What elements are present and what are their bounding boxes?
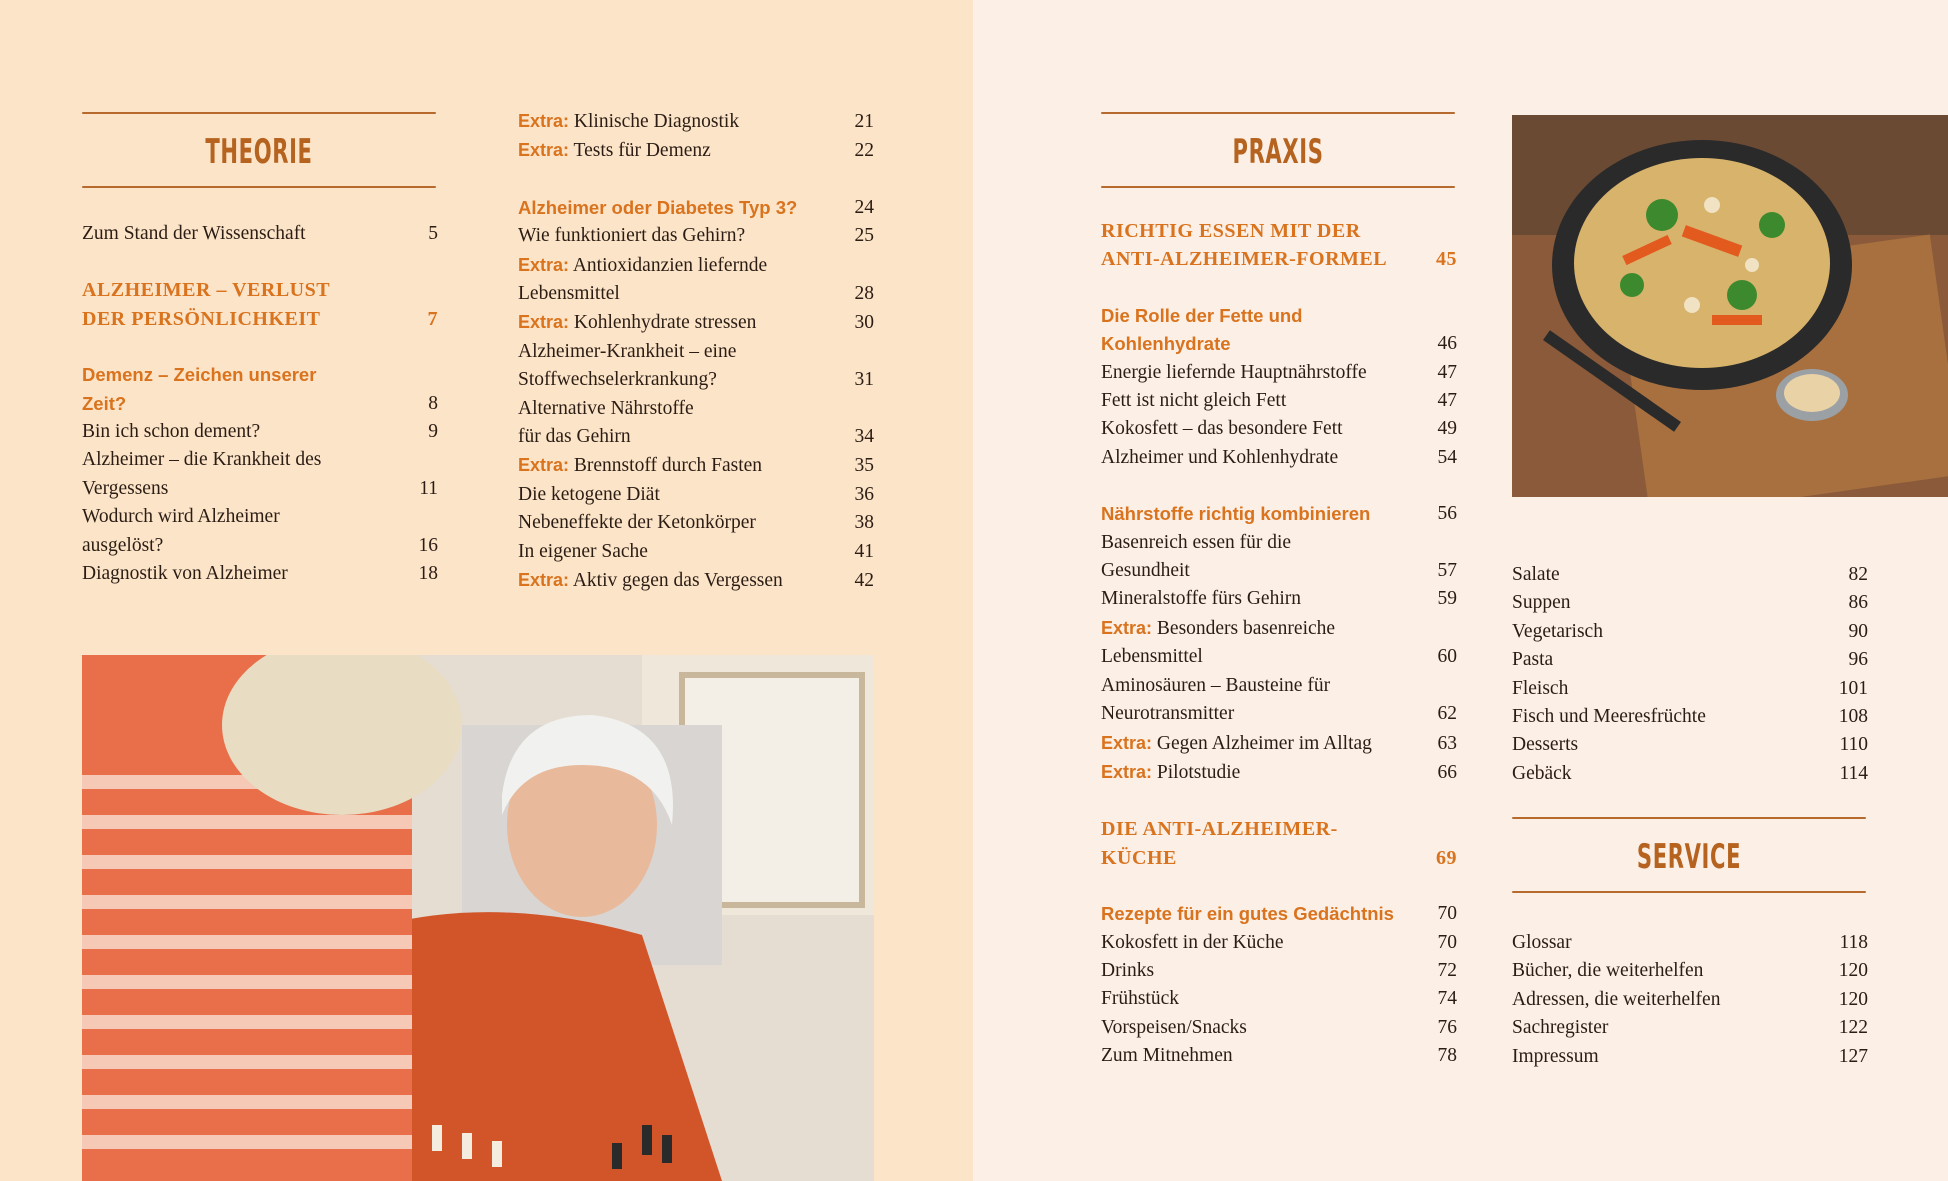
toc-entry-text: Pasta: [1512, 649, 1554, 671]
service-toc-column: [1512, 929, 1868, 1071]
extra-label: Extra:: [518, 111, 570, 131]
toc-page-number: 74: [1437, 988, 1457, 1010]
toc-entry-title: [1101, 415, 1417, 443]
toc-entry[interactable]: [1101, 729, 1457, 758]
toc-chapter[interactable]: [1101, 815, 1457, 872]
toc-entry-title: [1512, 618, 1828, 646]
toc-entry-title: [1512, 986, 1828, 1014]
toc-entry-title: [518, 136, 834, 165]
extra-label: Extra:: [1101, 617, 1153, 638]
toc-entry-text: Kokosfett in der Küche: [1101, 931, 1284, 953]
toc-page-number: 120: [1838, 988, 1868, 1010]
toc-entry[interactable]: [82, 503, 438, 560]
toc-entry-title: [82, 276, 398, 333]
toc-entry[interactable]: [82, 446, 438, 503]
toc-entry-text: Frühstück: [1101, 988, 1179, 1010]
extra-label: Extra:: [518, 312, 570, 333]
chess-photo: [82, 655, 874, 1181]
toc-entry-title: [1512, 703, 1828, 731]
toc-page-number: 127: [1838, 1045, 1868, 1067]
toc-section[interactable]: [82, 361, 438, 418]
toc-page-number: 47: [1437, 361, 1457, 383]
toc-entry-title: [1101, 729, 1417, 758]
toc-entry-text: Vegetarisch: [1512, 620, 1603, 642]
toc-entry-text: Alzheimer und Kohlenhydrate: [1101, 446, 1339, 468]
toc-entry[interactable]: [1101, 1042, 1457, 1070]
toc-spacer: [82, 333, 438, 361]
toc-entry-text: Gebäck: [1512, 762, 1572, 784]
toc-entry-title: [1101, 985, 1417, 1013]
toc-entry-title: [82, 418, 398, 446]
toc-page-number: 35: [854, 455, 874, 477]
toc-entry[interactable]: [518, 566, 874, 595]
toc-entry[interactable]: [518, 107, 874, 136]
toc-page-number: 78: [1437, 1045, 1457, 1067]
toc-entry[interactable]: [1101, 444, 1457, 472]
toc-page-number: 122: [1838, 1017, 1868, 1039]
toc-entry-title: [518, 451, 834, 480]
toc-entry-text: Aktiv gegen das Vergessen: [569, 570, 783, 592]
toc-entry[interactable]: [518, 308, 874, 337]
toc-entry-text: Aminosäuren – Bausteine für Neurotransmitter: [1101, 674, 1331, 725]
toc-entry-text: Basenreich essen für die Gesundheit: [1101, 531, 1292, 582]
toc-entry-text: Kokosfett – das besondere Fett: [1101, 418, 1343, 440]
toc-page-number: 60: [1437, 646, 1457, 668]
toc-entry-title: [82, 560, 398, 588]
toc-entry-title: [518, 538, 834, 566]
toc-entry[interactable]: [1512, 561, 1868, 589]
toc-entry-title: [1512, 1014, 1828, 1042]
extra-label: Extra:: [518, 140, 570, 161]
toc-entry-text: Desserts: [1512, 734, 1579, 756]
toc-entry[interactable]: [518, 222, 874, 250]
toc-entry-text: Suppen: [1512, 592, 1571, 614]
toc-entry[interactable]: [1512, 589, 1868, 617]
toc-entry-title: [1512, 760, 1828, 788]
header-rule-bottom: [82, 186, 436, 188]
toc-entry-text: Bücher, die weiterhelfen: [1512, 960, 1704, 982]
toc-entry-title: [1101, 1014, 1417, 1042]
toc-entry-text: Kohlenhydrate stressen: [569, 312, 757, 334]
toc-page-number: 66: [1437, 761, 1457, 783]
toc-entry[interactable]: [1101, 585, 1457, 613]
extra-label: Extra:: [518, 455, 570, 476]
toc-entry-title: [1101, 957, 1417, 985]
praxis-header: [1101, 112, 1455, 188]
toc-page-number: 90: [1848, 620, 1868, 642]
toc-entry-title: [1512, 589, 1828, 617]
toc-entry-title: [82, 220, 398, 248]
toc-entry[interactable]: [518, 481, 874, 509]
toc-entry-text: DIE ANTI-ALZHEIMER- KÜCHE: [1101, 818, 1338, 869]
toc-page-number: 34: [854, 426, 874, 448]
toc-entry-title: [518, 194, 834, 222]
toc-entry-text: Zum Mitnehmen: [1101, 1045, 1233, 1067]
toc-page-number: 18: [418, 563, 438, 585]
toc-page-number: 110: [1839, 734, 1868, 756]
toc-page-number: 49: [1437, 418, 1457, 440]
toc-entry[interactable]: [1512, 703, 1868, 731]
toc-page-number: 86: [1848, 592, 1868, 614]
toc-entry[interactable]: [1512, 618, 1868, 646]
toc-entry-title: [518, 251, 834, 309]
toc-page-number: 31: [854, 369, 874, 391]
toc-entry-text: Brennstoff durch Fasten: [569, 455, 763, 477]
toc-entry[interactable]: [518, 451, 874, 480]
toc-entry-title: [1512, 1043, 1828, 1071]
toc-entry[interactable]: [82, 220, 438, 248]
toc-section[interactable]: [1101, 900, 1457, 928]
toc-page-number: 36: [854, 483, 874, 505]
toc-entry-text: Impressum: [1512, 1045, 1599, 1067]
toc-page-number: 11: [419, 477, 438, 499]
toc-entry-text: Alzheimer oder Diabetes Typ 3?: [518, 196, 798, 218]
toc-spacer: [1101, 872, 1457, 900]
toc-entry[interactable]: [1512, 929, 1868, 957]
toc-entry-text: Energie liefernde Hauptnährstoffe: [1101, 361, 1367, 383]
toc-page-number: 38: [854, 512, 874, 534]
toc-page-number: 16: [418, 534, 438, 556]
toc-page-number: 63: [1437, 732, 1457, 754]
toc-entry[interactable]: [518, 338, 874, 395]
toc-entry-text: Die ketogene Diät: [518, 483, 660, 505]
toc-spacer: [1101, 472, 1457, 500]
header-rule-bottom: [1101, 186, 1455, 188]
toc-entry-text: Rezepte für ein gutes Gedächtnis: [1101, 903, 1394, 925]
toc-entry-text: Die Rolle der Fette und Kohlenhydrate: [1101, 304, 1303, 355]
toc-page-number: 76: [1437, 1016, 1457, 1038]
toc-entry[interactable]: [1101, 1014, 1457, 1042]
toc-spacer: [1101, 274, 1457, 302]
toc-entry[interactable]: [1512, 1014, 1868, 1042]
toc-page-number: 24: [854, 196, 874, 218]
toc-entry-title: [1101, 1042, 1417, 1070]
toc-entry-title: [1101, 815, 1417, 872]
toc-entry-title: [1512, 561, 1828, 589]
header-rule-bottom: [1512, 891, 1866, 893]
toc-entry[interactable]: [1512, 986, 1868, 1014]
toc-entry-title: [518, 566, 834, 595]
toc-entry-title: [518, 308, 834, 337]
toc-page-number: 30: [854, 312, 874, 334]
toc-entry[interactable]: [1101, 957, 1457, 985]
toc-entry-text: In eigener Sache: [518, 540, 648, 562]
toc-page-number: 41: [854, 540, 874, 562]
toc-entry-title: [82, 361, 398, 418]
toc-entry-text: Fett ist nicht gleich Fett: [1101, 390, 1287, 412]
toc-page-number: 56: [1437, 503, 1457, 525]
toc-entry[interactable]: [1101, 529, 1457, 586]
toc-entry-title: [1512, 929, 1828, 957]
toc-page-number: 69: [1436, 846, 1457, 869]
toc-page-number: 70: [1437, 931, 1457, 953]
toc-page-number: 28: [854, 283, 874, 305]
toc-spacer: [518, 166, 874, 194]
toc-entry[interactable]: [518, 395, 874, 452]
toc-entry[interactable]: [518, 538, 874, 566]
wok-food-photo: [1512, 115, 1948, 497]
toc-entry-title: [1101, 929, 1417, 957]
header-rule-top: [1512, 817, 1866, 819]
toc-entry[interactable]: [1101, 672, 1457, 729]
toc-entry-text: Gegen Alzheimer im Alltag: [1152, 732, 1372, 754]
toc-entry-text: Fisch und Meeresfrüchte: [1512, 706, 1706, 728]
theorie-header: [82, 112, 436, 188]
extra-label: Extra:: [1101, 732, 1153, 753]
toc-chapter[interactable]: [1101, 217, 1457, 274]
toc-entry[interactable]: [1512, 957, 1868, 985]
toc-entry[interactable]: [518, 251, 874, 309]
toc-page-number: 8: [428, 392, 438, 414]
toc-page-number: 57: [1437, 560, 1457, 582]
toc-entry-text: Demenz – Zeichen unserer Zeit?: [82, 364, 317, 414]
toc-entry-text: Drinks: [1101, 959, 1155, 981]
toc-entry[interactable]: [82, 560, 438, 588]
praxis-toc-column-2: [1512, 561, 1868, 788]
extra-label: Extra:: [1101, 761, 1153, 782]
toc-page-number: 114: [1839, 762, 1868, 784]
toc-spacer: [82, 248, 438, 276]
toc-page-number: 9: [428, 421, 438, 443]
toc-entry[interactable]: [1101, 387, 1457, 415]
toc-entry-title: [518, 395, 834, 452]
toc-entry-text: Vorspeisen/Snacks: [1101, 1016, 1247, 1038]
toc-entry-title: [1101, 500, 1417, 528]
toc-entry[interactable]: [1101, 929, 1457, 957]
toc-page-number: 62: [1437, 703, 1457, 725]
toc-entry-title: [518, 509, 834, 537]
toc-page-number: 54: [1437, 446, 1457, 468]
toc-entry-text: Sachregister: [1512, 1017, 1609, 1039]
toc-page-number: 70: [1437, 903, 1457, 925]
toc-entry-title: [1101, 359, 1417, 387]
toc-entry-text: Antioxidanzien liefernde Lebensmittel: [518, 254, 768, 305]
toc-section[interactable]: [518, 194, 874, 222]
header-rule-top: [82, 112, 436, 114]
toc-entry-text: Pilotstudie: [1152, 761, 1241, 783]
toc-entry[interactable]: [1512, 731, 1868, 759]
toc-page-number: 108: [1838, 706, 1868, 728]
toc-entry-title: [518, 222, 834, 250]
toc-entry[interactable]: [1512, 646, 1868, 674]
extra-label: Extra:: [518, 570, 570, 591]
toc-entry-title: [1101, 444, 1417, 472]
toc-entry-text: Tests für Demenz: [569, 140, 711, 162]
toc-entry[interactable]: [1101, 758, 1457, 787]
toc-entry-title: [1512, 675, 1828, 703]
toc-page-number: 7: [427, 307, 438, 330]
toc-entry-title: [1101, 217, 1417, 274]
toc-entry-text: Fleisch: [1512, 677, 1569, 699]
toc-entry-text: Glossar: [1512, 932, 1572, 953]
toc-page-number: 46: [1437, 333, 1457, 355]
toc-entry[interactable]: [82, 418, 438, 446]
toc-page-number: 118: [1839, 932, 1868, 953]
praxis-title: PRAXIS: [1232, 132, 1324, 172]
theorie-toc-column-1: [82, 220, 438, 588]
toc-page-number: 42: [854, 570, 874, 592]
toc-entry-title: [1512, 957, 1828, 985]
toc-entry-title: [1101, 614, 1417, 672]
toc-entry-text: Adressen, die weiterhelfen: [1512, 988, 1721, 1010]
header-rule-top: [1101, 112, 1455, 114]
toc-spacer: [1101, 787, 1457, 815]
toc-entry[interactable]: [1101, 359, 1457, 387]
toc-entry-title: [518, 481, 834, 509]
extra-label: Extra:: [518, 254, 570, 275]
toc-page-number: 47: [1437, 390, 1457, 412]
toc-entry-text: Wodurch wird Alzheimer ausgelöst?: [82, 506, 280, 556]
praxis-toc-column-1: [1101, 217, 1457, 1071]
toc-entry-title: [1512, 731, 1828, 759]
toc-entry-text: Zum Stand der Wissenschaft: [82, 223, 306, 244]
toc-entry-text: Nährstoffe richtig kombinieren: [1101, 503, 1371, 525]
toc-page-number: 101: [1838, 677, 1868, 699]
toc-page-number: 72: [1437, 959, 1457, 981]
toc-page-number: 5: [428, 223, 438, 244]
toc-entry-title: [1101, 529, 1417, 586]
toc-entry-title: [1101, 672, 1417, 729]
toc-page-number: 45: [1436, 248, 1457, 271]
toc-page-number: 25: [854, 225, 874, 247]
toc-entry-text: Mineralstoffe fürs Gehirn: [1101, 588, 1301, 610]
toc-entry[interactable]: [1512, 760, 1868, 788]
toc-section[interactable]: [1101, 500, 1457, 528]
toc-entry-text: Alternative Nährstoffe für das Gehirn: [518, 397, 694, 448]
toc-entry-title: [1101, 900, 1417, 928]
toc-entry[interactable]: [1101, 415, 1457, 443]
toc-page-number: 82: [1848, 564, 1868, 585]
toc-page-number: 120: [1838, 960, 1868, 982]
toc-entry-title: [1512, 646, 1828, 674]
toc-entry[interactable]: [518, 509, 874, 537]
service-header: [1512, 817, 1866, 893]
toc-entry[interactable]: [1101, 985, 1457, 1013]
toc-entry-text: Wie funktioniert das Gehirn?: [518, 225, 746, 247]
toc-entry[interactable]: [518, 136, 874, 165]
toc-page-number: 96: [1848, 649, 1868, 671]
toc-entry-title: [1101, 585, 1417, 613]
toc-entry[interactable]: [1101, 614, 1457, 672]
toc-entry-text: Bin ich schon dement?: [82, 421, 261, 443]
toc-entry-text: Salate: [1512, 564, 1560, 585]
toc-page-number: 22: [854, 140, 874, 162]
toc-entry-title: [518, 107, 834, 136]
toc-entry-text: ALZHEIMER – VERLUST DER PERSÖNLICHKEIT: [82, 279, 331, 330]
toc-entry-title: [518, 338, 834, 395]
toc-entry-text: Diagnostik von Alzheimer: [82, 563, 288, 585]
toc-entry-title: [1101, 387, 1417, 415]
theorie-title: THEORIE: [205, 132, 313, 172]
toc-chapter[interactable]: [82, 276, 438, 333]
toc-section[interactable]: [1101, 302, 1457, 359]
toc-page-number: 21: [854, 111, 874, 132]
toc-entry-title: [82, 503, 398, 560]
theorie-toc-column-2: [518, 107, 874, 596]
toc-page-number: 59: [1437, 588, 1457, 610]
toc-entry-text: RICHTIG ESSEN MIT DER ANTI-ALZHEIMER-FORMEL: [1101, 220, 1388, 271]
toc-entry-title: [1101, 758, 1417, 787]
toc-entry-title: [1101, 302, 1417, 359]
toc-entry[interactable]: [1512, 675, 1868, 703]
toc-entry-title: [82, 446, 398, 503]
toc-entry-text: Besonders basenreiche Lebensmittel: [1101, 617, 1336, 668]
toc-entry[interactable]: [1512, 1043, 1868, 1071]
toc-entry-text: Klinische Diagnostik: [569, 111, 740, 132]
toc-entry-text: Alzheimer – die Krankheit des Vergessens: [82, 449, 322, 499]
toc-entry-text: Alzheimer-Krankheit – eine Stoffwechselerkrankung?: [518, 340, 737, 391]
service-title: SERVICE: [1636, 837, 1742, 877]
toc-entry-text: Nebeneffekte der Ketonkörper: [518, 512, 756, 534]
